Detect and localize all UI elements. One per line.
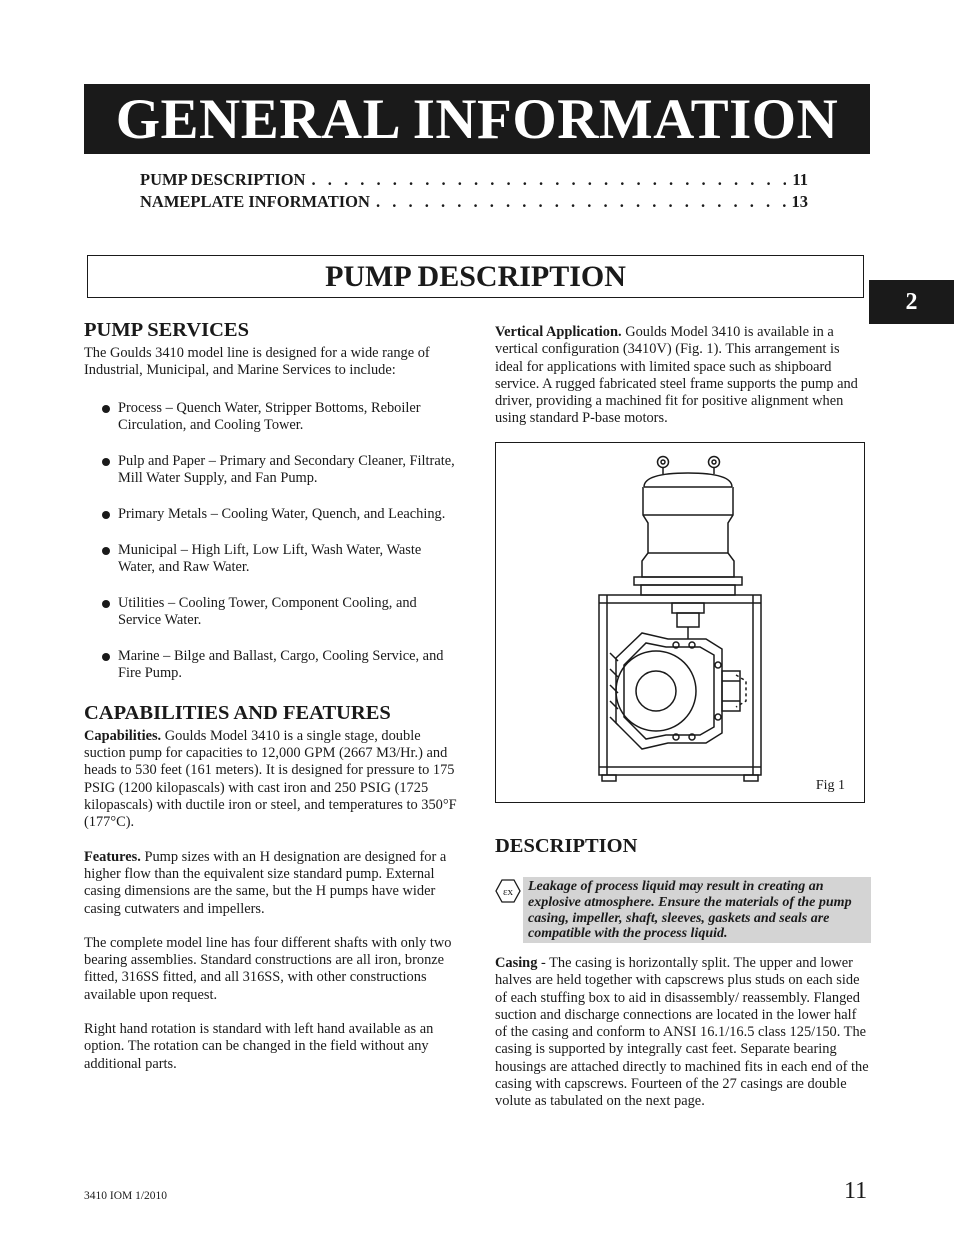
toc-page: 11 <box>792 170 808 189</box>
list-item: Municipal – High Lift, Low Lift, Wash Water, Waste Water, and Raw Water. <box>84 542 458 577</box>
vertical-pump-drawing <box>496 443 864 802</box>
left-column <box>84 318 458 1073</box>
pump-services-heading: PUMP SERVICES <box>84 319 250 341</box>
toc-label: NAMEPLATE INFORMATION <box>140 192 370 211</box>
section-title: PUMP DESCRIPTION <box>87 255 864 298</box>
capabilities-paragraph: Capabilities. Goulds Model 3410 is a single stage, double suction pump for capacities to 12,000 GPM (2667 M3/Hr.) and heads to 530 feet (161 meters). It is designed for pressure to 175 PSIG (1200 kilopascals) with cast iron and 250 PSIG (1725 kilopascals) with ductile iron or steel, and temperatures to 350°F (177°C). <box>84 727 457 831</box>
svg-text:εx: εx <box>502 886 514 898</box>
page-banner-title: GENERAL INFORMATION <box>84 84 870 154</box>
toc-page: 13 <box>791 192 808 211</box>
list-item: Marine – Bilge and Ballast, Cargo, Cooling Service, and Fire Pump. <box>84 648 458 683</box>
bullet-icon <box>102 653 110 661</box>
vertical-application-paragraph: Vertical Application. Goulds Model 3410 is available in a vertical configuration (3410V) (Fig. 1). This arrangement is ideal for applications with limited space such as shipboard service. A rugged fabricated steel frame supports the pump and driver, providing a machined fit for positive alignment when using standard P-base motors. <box>495 324 858 427</box>
figure-vertical-pump <box>495 442 865 803</box>
shafts-paragraph: The complete model line has four different shafts with only two bearing assemblies. Standard constructions are all iron, bronze fitted, 316SS fitted, and all 316SS, with other constructions available upon request. <box>84 934 452 1003</box>
rotation-paragraph: Right hand rotation is standard with left hand available as an option. The rotation can be changed in the field without any additional parts. <box>84 1021 434 1072</box>
footer-document-id: 3410 IOM 1/2010 <box>84 1190 168 1202</box>
list-item: Process – Quench Water, Stripper Bottoms, Reboiler Circulation, and Cooling Tower. <box>84 400 458 435</box>
toc-label: PUMP DESCRIPTION <box>140 170 306 189</box>
explosion-hazard-icon <box>495 879 521 903</box>
bullet-icon <box>102 547 110 555</box>
description-heading: DESCRIPTION <box>495 835 638 857</box>
bullet-icon <box>102 405 110 413</box>
toc-leader-dots <box>370 192 786 212</box>
right-column <box>495 324 871 428</box>
description-section <box>495 834 871 858</box>
bullet-icon <box>102 600 110 608</box>
figure-caption: Fig 1 <box>815 778 845 793</box>
toc-entry-nameplate-information[interactable] <box>140 192 808 214</box>
casing-paragraph: Casing - The casing is horizontally split. The upper and lower halves are held together with capscrews plus studs on each side of each stuffing box to aid in disassembly/ reassembly. Flanged suction and discharge connections are located in the lower half of the casing and conform to ANSI 16.1/16.5 class 125/150. The casing is supported by integrally cast feet. Separate bearing housings are attached directly to machined fits in each end of the casing with capscrews. Fourteen of the 27 casings are double volute as tabulated on the next page. <box>495 955 869 1110</box>
bullet-icon <box>102 458 110 466</box>
list-item: Primary Metals – Cooling Water, Quench, and Leaching. <box>84 506 458 523</box>
features-paragraph: Features. Pump sizes with an H designation are designed for a higher flow than the equivalent size standard pump. External casing dimensions are the same, but the H pumps have wider casing cutwaters and impellers. <box>84 848 447 917</box>
capabilities-heading: CAPABILITIES AND FEATURES <box>84 701 391 724</box>
table-of-contents <box>140 170 808 214</box>
chapter-tab: 2 <box>869 280 954 324</box>
warning-text: Leakage of process liquid may result in creating an explosive atmosphere. Ensure the materials of the pump casing, impeller, shaft, sleeves, gaskets and seals are compatible with the process liquid. <box>523 877 871 943</box>
bullet-icon <box>102 511 110 519</box>
explosion-warning <box>495 877 871 943</box>
pump-services-intro: The Goulds 3410 model line is designed for a wide range of Industrial, Municipal, and Marine Services to include: <box>84 345 430 379</box>
page-number: 11 <box>844 1178 868 1204</box>
list-item: Pulp and Paper – Primary and Secondary Cleaner, Filtrate, Mill Water Supply, and Fan Pump. <box>84 453 458 488</box>
services-list <box>84 400 458 683</box>
toc-entry-pump-description[interactable] <box>140 170 808 192</box>
list-item: Utilities – Cooling Tower, Component Cooling, and Service Water. <box>84 595 458 630</box>
toc-leader-dots <box>305 170 786 190</box>
